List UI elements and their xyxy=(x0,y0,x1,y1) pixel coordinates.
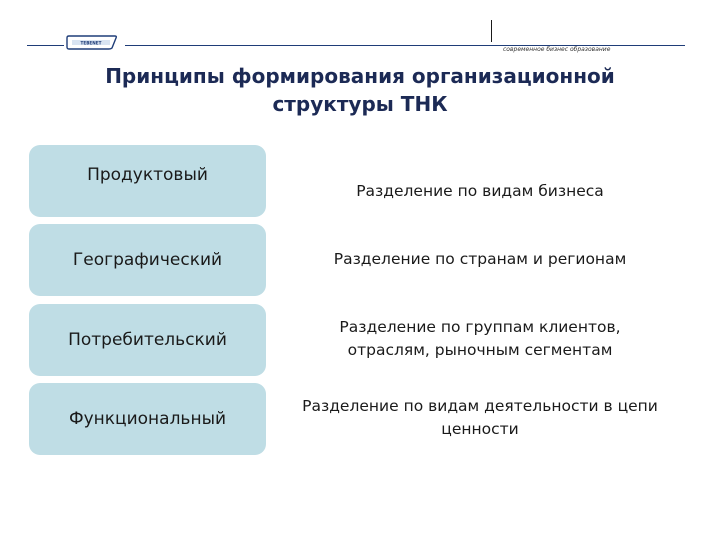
type-box-geographic xyxy=(29,224,266,296)
title-line-2: структуры ТНК xyxy=(272,92,448,116)
company-logo xyxy=(66,34,118,51)
type-label: Географический xyxy=(72,250,223,270)
header-divider xyxy=(491,20,492,42)
description-functional: Разделение по видам деятельности в цепи ценности xyxy=(302,397,658,438)
type-label: Потребительский xyxy=(68,330,227,350)
type-box-functional xyxy=(29,383,266,455)
page-title xyxy=(60,62,660,118)
description-consumer: Разделение по группам клиентов, отраслям, рыночным сегментам xyxy=(339,318,621,359)
header-tagline: современное бизнес образование xyxy=(503,46,611,53)
type-box-consumer xyxy=(29,304,266,376)
svg-text:TEBENET: TEBENET xyxy=(80,40,102,46)
title-line-1: Принципы формирования организационной xyxy=(105,64,615,88)
type-label: Функциональный xyxy=(68,409,227,429)
header-rule-left xyxy=(27,45,64,46)
type-label: Продуктовый xyxy=(87,165,208,185)
description-product: Разделение по видам бизнеса xyxy=(356,182,604,200)
description-geographic: Разделение по странам и регионам xyxy=(333,250,627,268)
type-box-product xyxy=(29,145,266,217)
